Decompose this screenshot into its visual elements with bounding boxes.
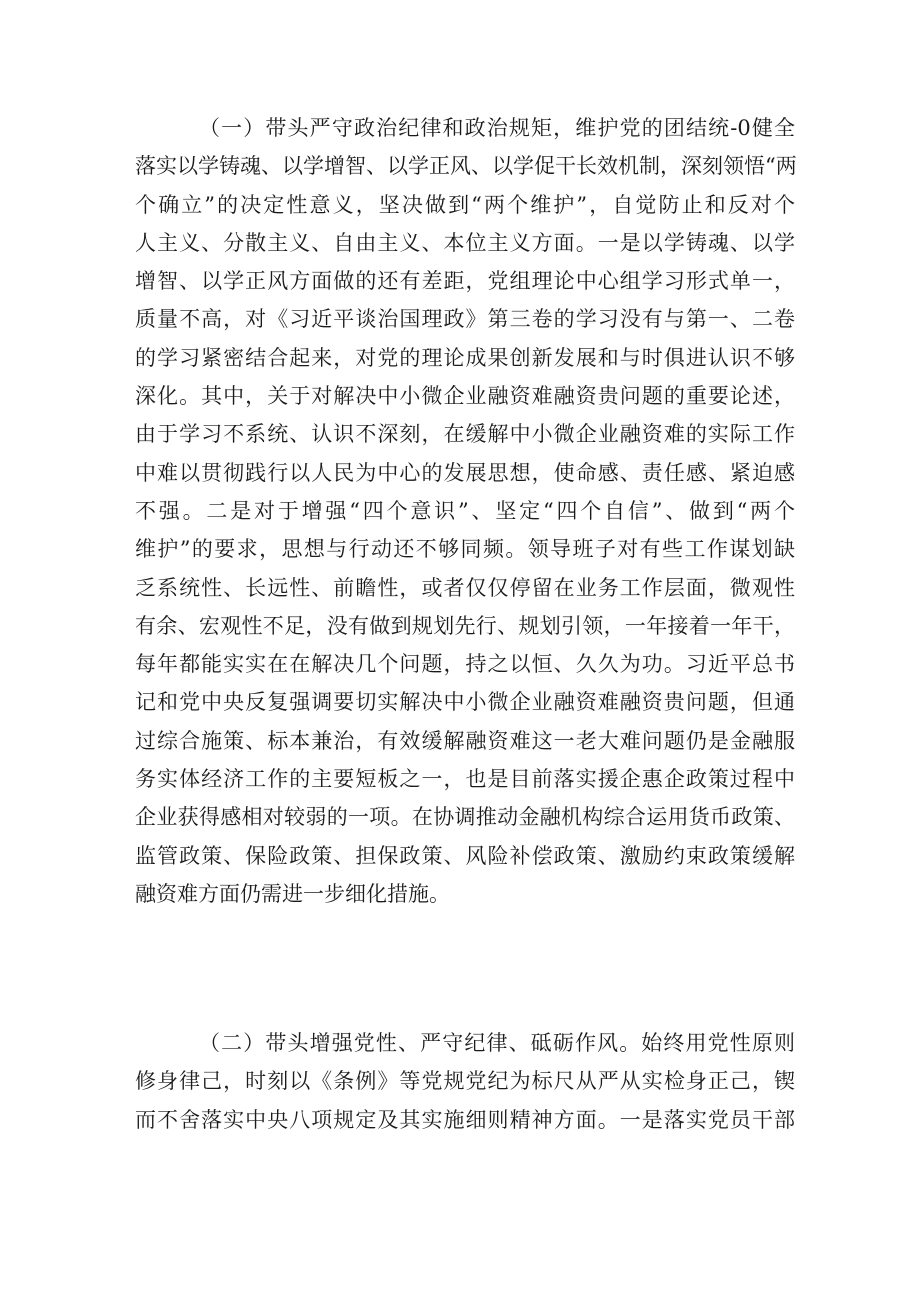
paragraph-1-line-9: 由于学习不系统、认识不深刻，在缓解中小微企业融资难的实际工作 (135, 422, 795, 447)
paragraph-1-line-18: 务实体经济工作的主要短板之一，也是目前落实援企惠企政策过程中 (135, 767, 795, 792)
paragraph-1 (135, 109, 795, 913)
paragraph-1-line-11: 不强。二是对于增强“四个意识”、坚定“四个自信”、做到“两个 (135, 498, 795, 523)
paragraph-1-line-4: 人主义、分散主义、自由主义、本位主义方面。一是以学铸魂、以学 (135, 230, 795, 255)
paragraph-1-line-5: 增智、以学正风方面做的还有差距，党组理论中心组学习形式单一， (135, 269, 795, 294)
paragraph-2-line-2: 修身律己，时刻以《条例》等党规党纪为标尺从严从实检身正己，锲 (135, 1069, 795, 1094)
paragraph-1-line-6: 质量不高，对《习近平谈治国理政》第三卷的学习没有与第一、二卷 (135, 307, 795, 332)
paragraph-1-line-20: 监管政策、保险政策、担保政策、风险补偿政策、激励约束政策缓解 (135, 843, 795, 868)
paragraph-1-line-17: 过综合施策、标本兼治，有效缓解融资难这一老大难问题仍是金融服 (135, 728, 795, 753)
paragraph-1-line-19: 企业获得感相对较弱的一项。在协调推动金融机构综合运用货币政策、 (135, 805, 795, 830)
paragraph-2-line-3: 而不舍落实中央八项规定及其实施细则精神方面。一是落实党员干部 (135, 1107, 795, 1132)
paragraph-1-line-7: 的学习紧密结合起来，对党的理论成果创新发展和与时俱进认识不够 (135, 345, 795, 370)
paragraph-1-line-12: 维护”的要求，思想与行动还不够同频。领导班子对有些工作谋划缺 (135, 537, 795, 562)
paragraph-1-line-2: 落实以学铸魂、以学增智、以学正风、以学促干长效机制，深刻领悟“两 (135, 154, 797, 179)
paragraph-2-line-1: （二）带头增强党性、严守纪律、砥砺作风。始终用党性原则 (199, 1031, 795, 1055)
paragraph-1-line-3: 个确立”的决定性意义，坚决做到“两个维护”，自觉防止和反对个 (135, 192, 795, 217)
paragraph-1-line-10: 中难以贯彻践行以人民为中心的发展思想，使命感、责任感、紧迫感 (135, 460, 795, 485)
paragraph-1-line-16: 记和党中央反复强调要切实解决中小微企业融资难融资贵问题，但通 (135, 690, 795, 715)
paragraph-1-line-1: （一）带头严守政治纪律和政治规矩，维护党的团结统-0健全 (199, 116, 795, 140)
paragraph-1-line-14: 有余、宏观性不足，没有做到规划先行、规划引领，一年接着一年干， (135, 613, 795, 638)
paragraph-2 (135, 1024, 795, 1139)
paragraph-1-line-13: 乏系统性、长远性、前瞻性，或者仅仅停留在业务工作层面，微观性 (135, 575, 795, 600)
paragraph-1-line-8: 深化。其中，关于对解决中小微企业融资难融资贵问题的重要论述， (135, 384, 795, 409)
paragraph-1-line-21: 融资难方面仍需进一步细化措施。 (135, 881, 450, 906)
paragraph-1-line-15: 每年都能实实在在解决几个问题，持之以恒、久久为功。习近平总书 (135, 652, 795, 677)
